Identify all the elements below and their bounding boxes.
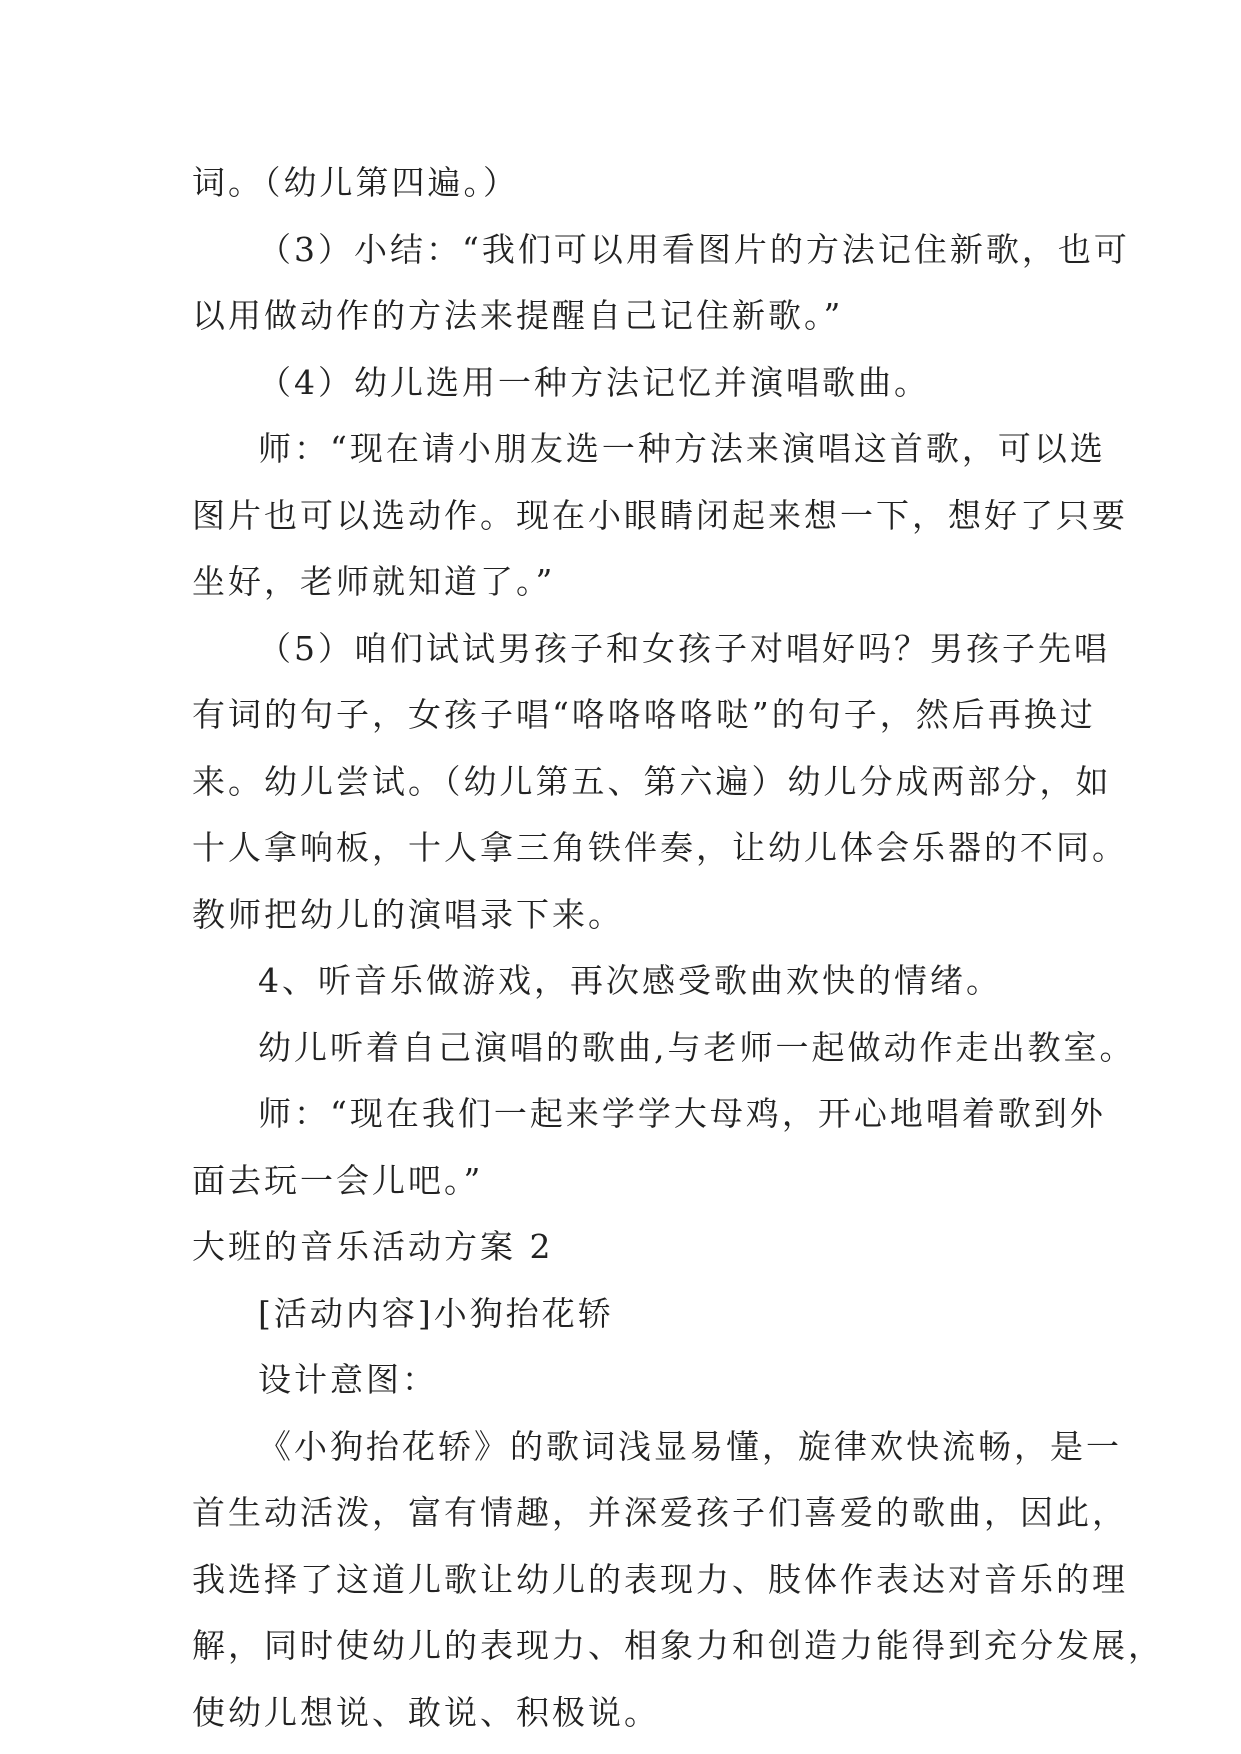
- text-line: 使幼儿想说、敢说、积极说。: [192, 1692, 660, 1732]
- text-line: 4、听音乐做游戏，再次感受歌曲欢快的情绪。: [258, 961, 1002, 1000]
- text-line: 师：“现在请小朋友选一种方法来演唱这首歌，可以选: [258, 429, 1106, 468]
- text-line: 师：“现在我们一起来学学大母鸡，开心地唱着歌到外: [258, 1094, 1106, 1133]
- text-line: 解，同时使幼儿的表现力、相象力和创造力能得到充分发展，: [192, 1626, 1164, 1665]
- section-heading: 大班的音乐活动方案 2: [192, 1227, 554, 1266]
- document-body: [192, 150, 1164, 1746]
- text-line: 坐好，老师就知道了。”: [192, 562, 556, 601]
- text-line: （5）咱们试试男孩子和女孩子对唱好吗？男孩子先唱: [258, 628, 1110, 668]
- text-line: 十人拿响板，十人拿三角铁伴奏，让幼儿体会乐器的不同。: [192, 828, 1128, 867]
- text-line: 我选择了这道儿歌让幼儿的表现力、肢体作表达对音乐的理: [192, 1559, 1128, 1599]
- text-line: [活动内容]小狗抬花轿: [258, 1293, 614, 1333]
- text-line: 《小狗抬花轿》的歌词浅显易懂，旋律欢快流畅，是一: [258, 1426, 1122, 1466]
- text-line: 以用做动作的方法来提醒自己记住新歌。”: [192, 296, 844, 335]
- text-line: 图片也可以选动作。现在小眼睛闭起来想一下，想好了只要: [192, 495, 1128, 535]
- text-line: 词。（幼儿第四遍。）: [192, 163, 519, 202]
- text-line: 面去玩一会儿吧。”: [192, 1160, 484, 1200]
- text-line: （3）小结：“我们可以用看图片的方法记住新歌，也可: [258, 229, 1130, 269]
- text-line: 首生动活泼，富有情趣，并深爱孩子们喜爱的歌曲，因此，: [192, 1493, 1128, 1532]
- text-line: 幼儿听着自己演唱的歌曲,与老师一起做动作走出教室。: [258, 1027, 1136, 1067]
- text-line: 有词的句子，女孩子唱“咯咯咯咯哒”的句子，然后再换过: [192, 695, 1096, 734]
- text-line: 来。幼儿尝试。（幼儿第五、第六遍）幼儿分成两部分，如: [192, 761, 1112, 801]
- text-line: （4）幼儿选用一种方法记忆并演唱歌曲。: [258, 362, 930, 402]
- text-line: 设计意图：: [258, 1360, 438, 1399]
- text-line: 教师把幼儿的演唱录下来。: [192, 894, 624, 934]
